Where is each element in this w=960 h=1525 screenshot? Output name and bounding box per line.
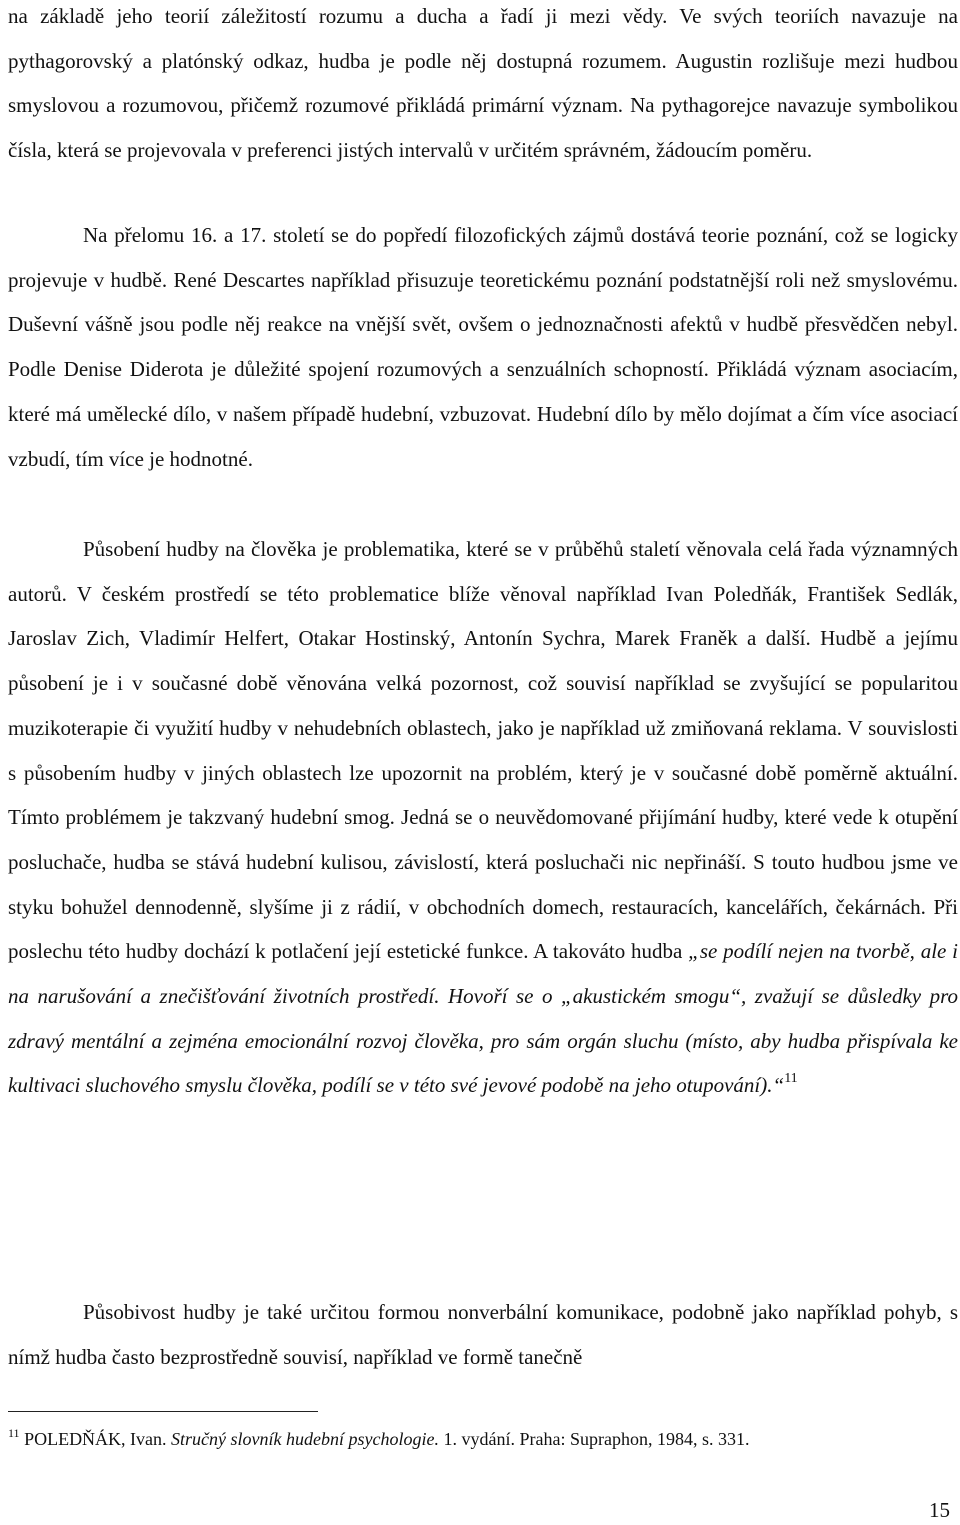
footnote-number: 11 bbox=[8, 1426, 20, 1440]
page-number: 15 bbox=[929, 1498, 950, 1522]
paragraph-3 bbox=[8, 527, 958, 1108]
paragraph-3-text: Působení hudby na člověka je problematika, které se v průběhů staletí věnovala celá řada významných autorů. V českém prostředí se této problematice blíže věnoval například Ivan Poledňák, František Sedlák, Jaroslav Zich, Vladimír Helfert, Otakar Hostinský, Antonín Sychra, Marek Franěk a další. Hudbě a jejímu působení je i v současné době věnována velká pozornost, což souvisí například se zvyšující se popularitou muzikoterapie či využití hudby v nehudebních oblastech, jako je například už zmiňovaná reklama. V souvislosti s působením hudby v jiných oblastech lze upozornit na problém, který je v současné době poměrně aktuální. Tímto problémem je takzvaný hudební smog. Jedná se o neuvědomované přijímání hudby, které vede k otupění posluchače, hudba se stává hudební kulisou, závislostí, která posluchači nic nepřináší. S touto hudbou jsme ve styku bohužel dennodenně, slyšíme ji z rádií, v obchodních domech, restauracích, kancelářích, čekárnách. Při poslechu této hudby dochází k potlačení její estetické funkce. A takováto hudba bbox=[8, 537, 958, 964]
footnote bbox=[8, 1424, 958, 1454]
footnote-author: POLEDŇÁK, Ivan. bbox=[24, 1429, 172, 1449]
paragraph-4: Působivost hudby je také určitou formou nonverbální komunikace, podobně jako například pohyb, s nímž hudba často bezprostředně souvisí, například ve formě tanečně bbox=[8, 1300, 958, 1369]
paragraph-1: na základě jeho teorií záležitostí rozumu a ducha a řadí ji mezi vědy. Ve svých teoriích navazuje na pythagorovský a platónský odkaz, hudba je podle něj dostupná rozumem. Augustin rozlišuje mezi hudbou smyslovou a rozumovou, přičemž rozumové přikládá primární význam. Na pythagorejce navazuje symbolikou čísla, která se projevovala v preferenci jistých intervalů v určitém správném, žádoucím poměru. bbox=[8, 4, 958, 163]
footnote-divider bbox=[8, 1411, 318, 1412]
quotation: „se podílí nejen na tvorbě, ale i na narušování a znečišťování životních prostředí. Hovoří se o „akustickém smogu“, zvažují se důsledky pro zdravý mentální a zejména emocionální rozvoj člověka, pro sám orgán sluchu (místo, aby hudba přispívala ke kultivaci sluchového smyslu člověka, podílí se v této své jevové podobě na jeho otupování).“ bbox=[8, 939, 958, 1098]
footnote-publication: 1. vydání. Praha: Supraphon, 1984, s. 331. bbox=[438, 1429, 750, 1449]
footnote-reference: 11 bbox=[784, 1071, 798, 1087]
footnote-title: Stručný slovník hudební psychologie. bbox=[171, 1429, 439, 1449]
paragraph-2: Na přelomu 16. a 17. století se do popředí filozofických zájmů dostává teorie poznání, což se logicky projevuje v hudbě. René Descartes například přisuzuje teoretickému poznání podstatnější roli než smyslovému. Duševní vášně jsou podle něj reakce na vnější svět, ovšem o jednoznačnosti afektů v hudbě přesvědčen nebyl. Podle Denise Diderota je důležité spojení rozumových a senzuálních schopností. Přikládá význam asociacím, které má umělecké dílo, v našem případě hudební, vzbuzovat. Hudební dílo by mělo dojímat a čím více asociací vzbudí, tím více je hodnotné. bbox=[8, 223, 958, 471]
